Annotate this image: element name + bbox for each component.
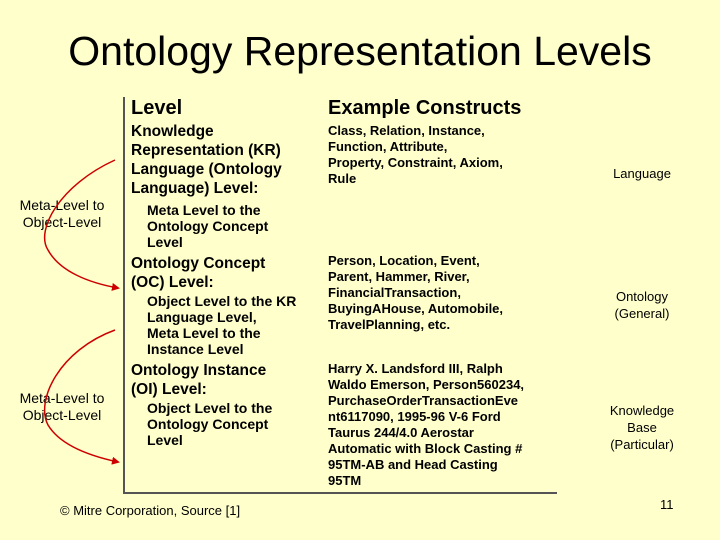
language-label: Language [613, 166, 671, 181]
table-left-rule [123, 97, 125, 493]
side-label-upper: Meta-Level to Object-Level [19, 197, 105, 230]
kr-level-name: Knowledge Representation (KR) Language (Ontology Language) Level: [131, 123, 282, 197]
examples-column-header: Example Constructs [328, 97, 522, 119]
oi-level-description: Object Level to the Ontology Concept Level [147, 400, 273, 448]
oc-level-description: Object Level to the KR Language Level, Meta Level to the Instance Level [147, 293, 297, 357]
side-label-lower: Meta-Level to Object-Level [19, 390, 105, 423]
kr-level-description: Meta Level to the Ontology Concept Level [147, 202, 269, 250]
knowledge-base-label: Knowledge Base (Particular) [609, 403, 675, 452]
kr-level-examples: Class, Relation, Instance, Function, Attribute, Property, Constraint, Axiom, Rule [328, 123, 503, 186]
oi-level-examples: Harry X. Landsford III, Ralph Waldo Emerson, Person560234, PurchaseOrderTransactionEve nt6117090, 1995-96 V-6 Ford Taurus 244/4.0 Aerostar Automatic with Block Casting # 95TM-AB and Head Casting 95TM [328, 361, 525, 488]
page-number: 11 [660, 497, 674, 512]
table-bottom-rule [123, 492, 557, 494]
oi-level-name: Ontology Instance (OI) Level: [131, 362, 267, 398]
footer-credit: © Mitre Corporation, Source [1] [60, 503, 241, 518]
oc-level-examples: Person, Location, Event, Parent, Hammer, River, FinancialTransaction, BuyingAHouse, Automobile, TravelPlanning, etc. [328, 253, 504, 332]
slide-title: Ontology Representation Levels [68, 28, 652, 74]
ontology-general-label: Ontology (General) [614, 289, 670, 321]
oc-level-name: Ontology Concept (OC) Level: [131, 255, 266, 291]
level-column-header: Level [131, 97, 183, 119]
